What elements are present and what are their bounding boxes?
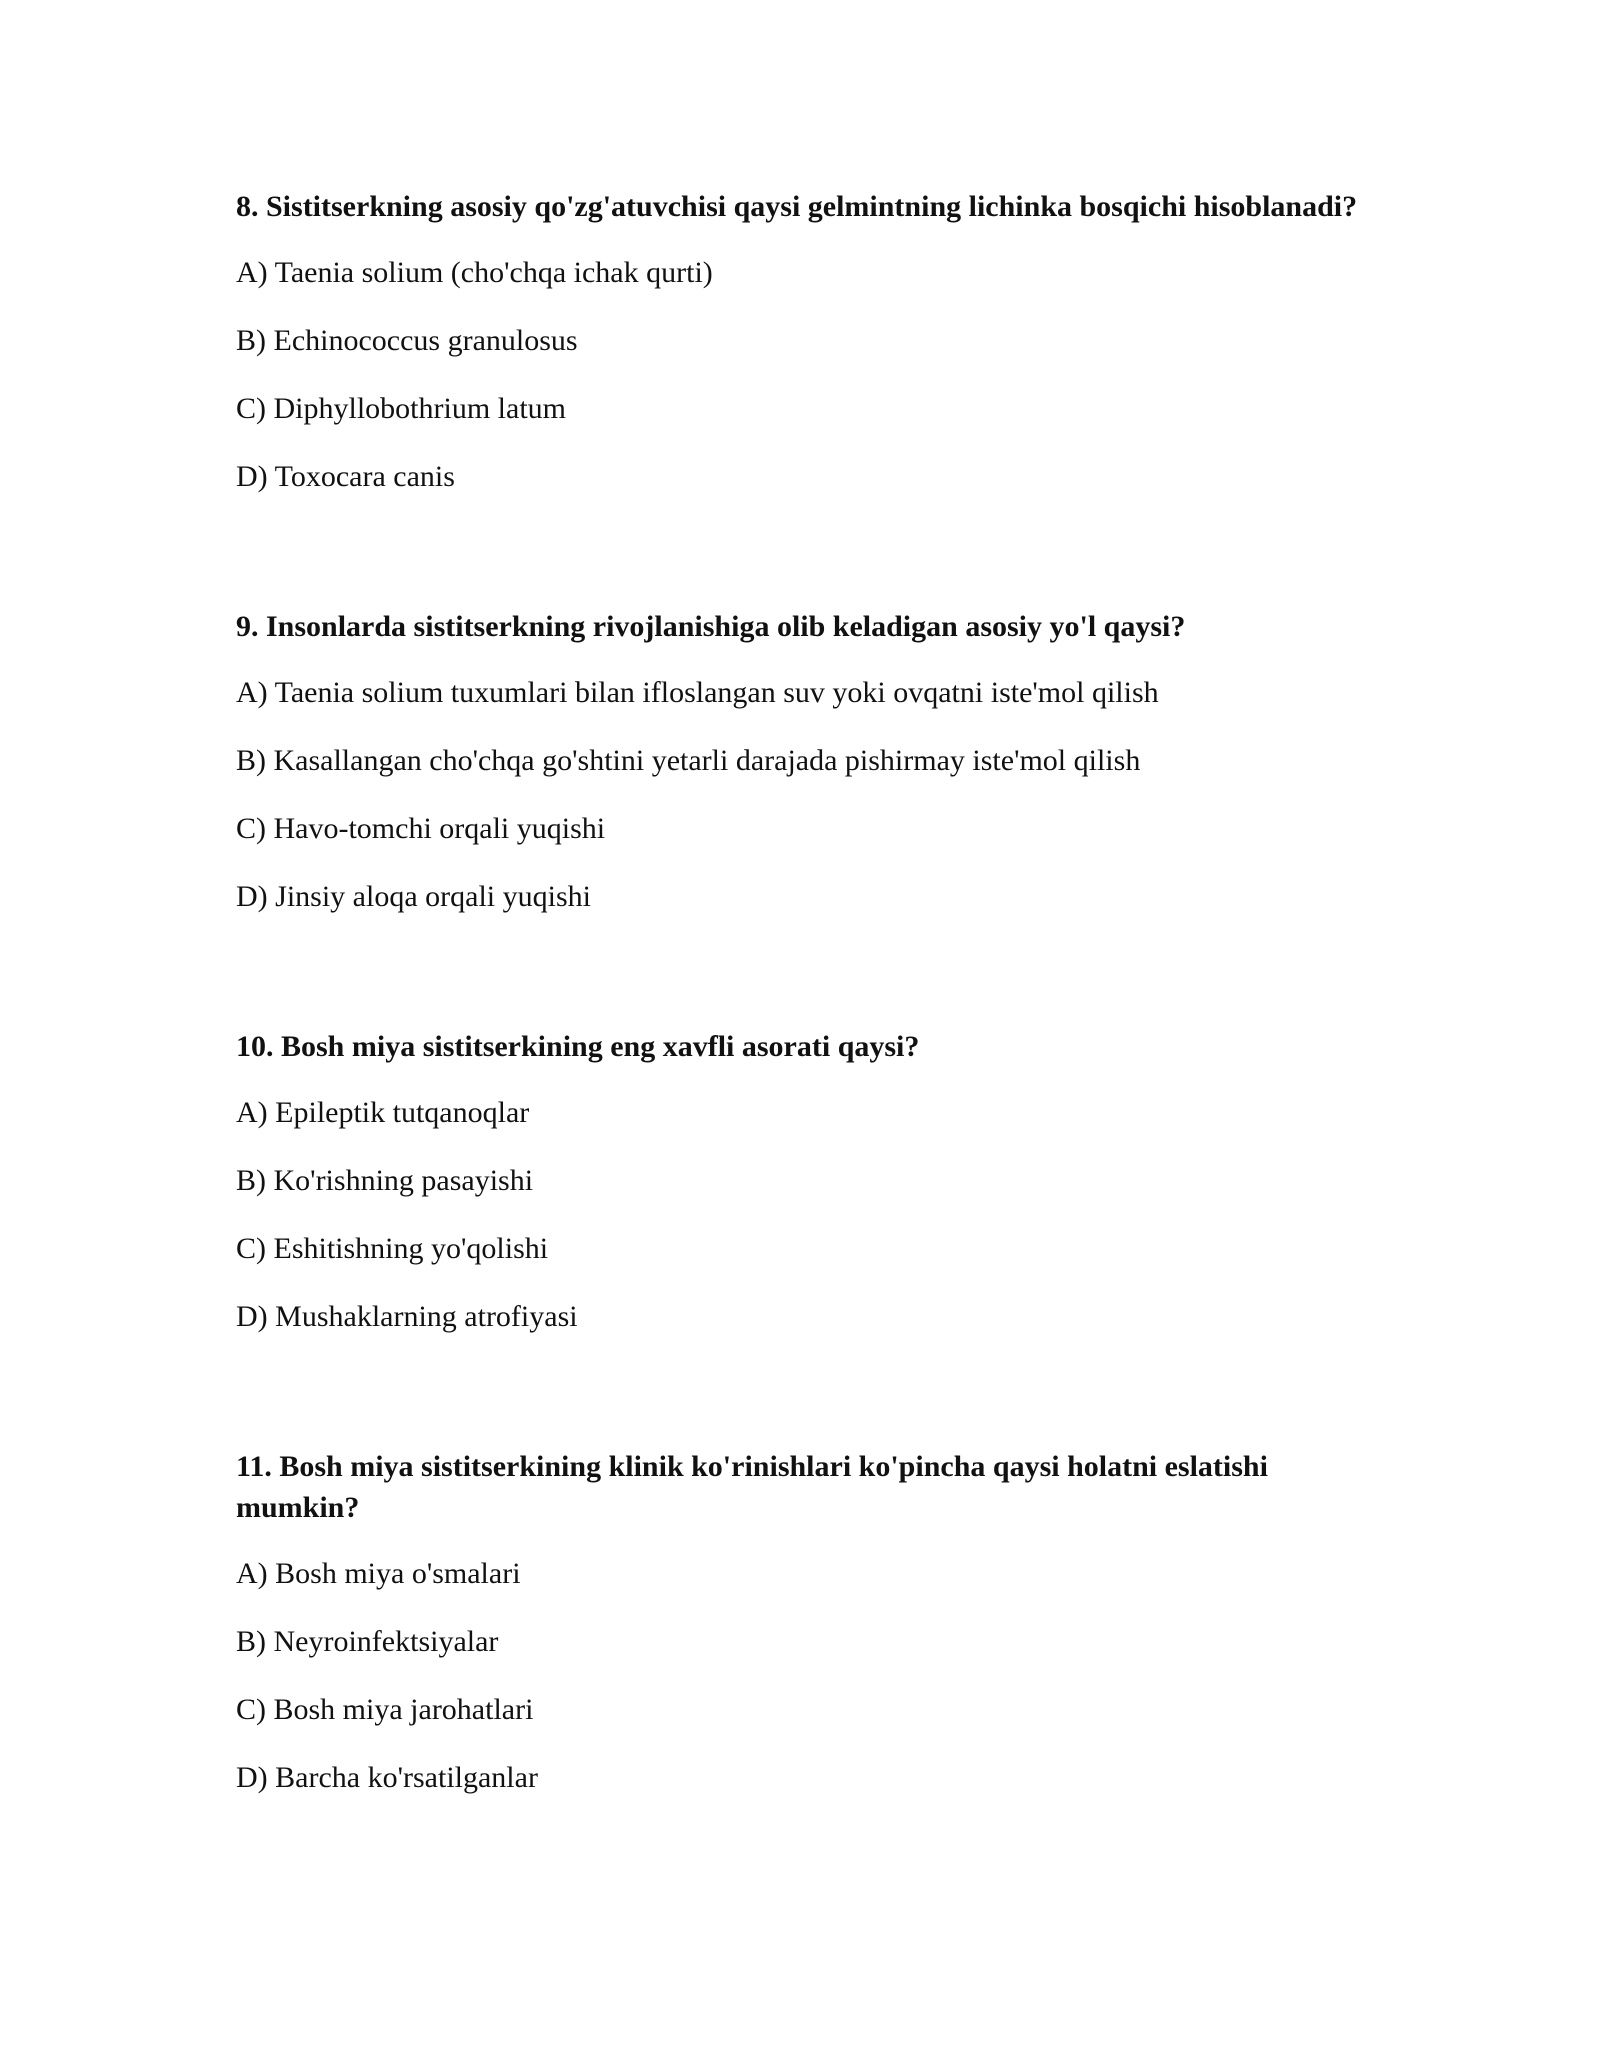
option-d: D) Barcha ko'rsatilganlar: [236, 1761, 538, 1794]
option-b: B) Neyroinfektsiyalar: [236, 1625, 499, 1658]
option-c: C) Diphyllobothrium latum: [236, 392, 566, 425]
question-11: [236, 1446, 1376, 1798]
question-8: [236, 186, 1376, 497]
option-c: C) Bosh miya jarohatlari: [236, 1693, 534, 1726]
question-spacer: [236, 917, 1376, 1026]
question-title: 10. Bosh miya sistitserkining eng xavfli asorati qaysi?: [236, 1030, 920, 1063]
option-a: A) Taenia solium (cho'chqa ichak qurti): [236, 256, 713, 289]
question-title: 9. Insonlarda sistitserkning rivojlanishiga olib keladigan asosiy yo'l qaysi?: [236, 610, 1186, 643]
option-a: A) Bosh miya o'smalari: [236, 1557, 521, 1590]
option-a: A) Epileptik tutqanoqlar: [236, 1096, 530, 1129]
question-spacer: [236, 1337, 1376, 1446]
question-title: 11. Bosh miya sistitserkining klinik ko'rinishlari ko'pincha qaysi holatni eslatishi mumkin?: [236, 1450, 1268, 1524]
question-10: [236, 1026, 1376, 1337]
option-c: C) Eshitishning yo'qolishi: [236, 1232, 549, 1265]
option-d: D) Mushaklarning atrofiyasi: [236, 1300, 578, 1333]
question-list: [236, 186, 1376, 1798]
option-d: D) Toxocara canis: [236, 460, 455, 493]
option-a: A) Taenia solium tuxumlari bilan ifloslangan suv yoki ovqatni iste'mol qilish: [236, 676, 1159, 709]
option-b: B) Echinococcus granulosus: [236, 324, 578, 357]
option-c: C) Havo-tomchi orqali yuqishi: [236, 812, 606, 845]
question-title: 8. Sistitserkning asosiy qo'zg'atuvchisi qaysi gelmintning lichinka bosqichi hisoblanadi?: [236, 190, 1358, 223]
option-b: B) Ko'rishning pasayishi: [236, 1164, 534, 1197]
question-spacer: [236, 497, 1376, 606]
question-9: [236, 606, 1376, 917]
option-d: D) Jinsiy aloqa orqali yuqishi: [236, 880, 591, 913]
option-b: B) Kasallangan cho'chqa go'shtini yetarli darajada pishirmay iste'mol qilish: [236, 744, 1141, 777]
